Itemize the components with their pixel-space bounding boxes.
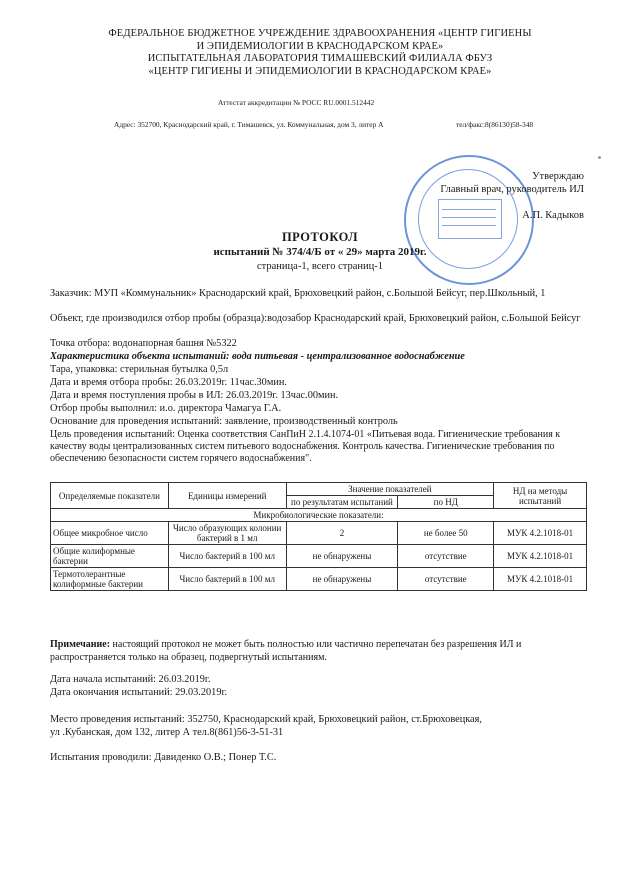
header-norm: по НД xyxy=(398,496,494,509)
note-text: настоящий протокол не может быть полностью или частично перепечатан без разрешения ИЛ и распространяется только на образец, подвергнутый испытаниям. xyxy=(50,639,522,663)
test-place-line-1: Место проведения испытаний: 352750, Краснодарский край, Брюховецкий район, ст.Брюховецкая, xyxy=(50,714,482,725)
row-result: не обнаружены xyxy=(286,545,398,568)
approval-position: Главный врач, руководитель ИЛ xyxy=(440,184,584,195)
approval-title: Утверждаю xyxy=(532,171,584,182)
sampling-point: Точка отбора: водонапорная башня №5322 xyxy=(50,338,237,349)
customer: Заказчик: МУП «Коммунальник» Краснодарский край, Брюховецкий район, с.Большой Бейсуг, пер.Школьный, 1 xyxy=(50,288,546,299)
scan-dot xyxy=(598,156,601,159)
accreditation: Аттестат аккредитации № РОСС RU.0001.512442 xyxy=(218,98,375,107)
start-date: Дата начала испытаний: 26.03.2019г. xyxy=(50,674,211,685)
org-line-4: «ЦЕНТР ГИГИЕНЫ И ЭПИДЕМИОЛОГИИ В КРАСНОДАРСКОМ КРАЕ» xyxy=(148,65,492,77)
row-method: МУК 4.2.1018-01 xyxy=(494,545,587,568)
row-method: МУК 4.2.1018-01 xyxy=(494,568,587,591)
table-row xyxy=(51,522,587,545)
sampling-datetime: Дата и время отбора пробы: 26.03.2019г. 11час.30мин. xyxy=(50,377,287,388)
org-header xyxy=(40,28,600,78)
org-line-1: ФЕДЕРАЛЬНОЕ БЮДЖЕТНОЕ УЧРЕЖДЕНИЕ ЗДРАВООХРАНЕНИЯ «ЦЕНТР ГИГИЕНЫ xyxy=(108,28,532,39)
test-place-line-2: ул .Кубанская, дом 132, литер А тел.8(861)56-3-51-31 xyxy=(50,727,284,738)
header-values: Значение показателей xyxy=(286,483,494,496)
row-norm: отсутствие xyxy=(398,545,494,568)
table-row xyxy=(51,545,587,568)
header-unit: Единицы измерений xyxy=(168,483,286,509)
protocol-title: ПРОТОКОЛ xyxy=(281,230,359,244)
note xyxy=(50,638,586,664)
note-label: Примечание: xyxy=(50,639,111,650)
row-parameter: Общие колиформные бактерии xyxy=(51,545,169,568)
section-title: Микробиологические показатели: xyxy=(51,509,587,522)
receipt-datetime: Дата и время поступления пробы в ИЛ: 26.03.2019г. 13час.00мин. xyxy=(50,390,339,401)
table-header-row xyxy=(51,483,587,496)
row-norm: отсутствие xyxy=(398,568,494,591)
row-result: не обнаружены xyxy=(286,568,398,591)
test-purpose: Цель проведения испытаний: Оценка соответствия СанПиН 2.1.4.1074-01 «Питьевая вода. Гигиенические требования к качеству воды централизованных систем питьевого водоснабжения. Контроль качества. Гигиенические требования по обеспечению безопасности систем горячего водоснабжения". xyxy=(50,429,561,464)
row-norm: не более 50 xyxy=(398,522,494,545)
container: Тара, упаковка: стерильная бутылка 0,5л xyxy=(50,364,229,375)
results-table xyxy=(50,482,587,591)
row-unit: Число бактерий в 100 мл xyxy=(168,568,286,591)
row-result: 2 xyxy=(286,522,398,545)
approval-name: А.П. Кадыков xyxy=(522,210,584,221)
sampling-place: Объект, где производился отбор пробы (образца):водозабор Краснодарский край, Брюховецкий район, с.Большой Бейсуг xyxy=(50,313,581,324)
row-unit: Число бактерий в 100 мл xyxy=(168,545,286,568)
row-parameter: Общее микробное число xyxy=(51,522,169,545)
header-parameter: Определяемые показатели xyxy=(51,483,169,509)
test-basis: Основание для проведения испытаний: заявление, производственный контроль xyxy=(50,416,398,427)
end-date: Дата окончания испытаний: 29.03.2019г. xyxy=(50,687,228,698)
org-line-3: ИСПЫТАТЕЛЬНАЯ ЛАБОРАТОРИЯ ТИМАШЕВСКИЙ ФИЛИАЛА ФБУЗ xyxy=(147,53,493,64)
lab-phone: тел/факс:8(86130)58-348 xyxy=(456,120,534,129)
table-section-row xyxy=(51,509,587,522)
header-result: по результатам испытаний xyxy=(286,496,398,509)
org-line-2: И ЭПИДЕМИОЛОГИИ В КРАСНОДАРСКОМ КРАЕ» xyxy=(196,40,444,52)
row-unit: Число образующих колонии бактерий в 1 мл xyxy=(168,522,286,545)
lab-address: Адрес: 352700, Краснодарский край, г. Тимашевск, ул. Коммунальная, дом 3, литер А xyxy=(114,120,384,129)
protocol-number: испытаний № 374/4/Б от « 29» марта 2019г. xyxy=(213,246,427,258)
row-method: МУК 4.2.1018-01 xyxy=(494,522,587,545)
sampled-by: Отбор пробы выполнил: и.о. директора Чамагуа Г.А. xyxy=(50,403,282,414)
approval-block xyxy=(440,170,584,222)
protocol-pages: страница-1, всего страниц-1 xyxy=(257,261,383,272)
row-parameter: Термотолерантные колиформные бактерии xyxy=(51,568,169,591)
testers: Испытания проводили: Давиденко О.В.; Понер Т.С. xyxy=(50,752,277,763)
header-method: НД на методы испытаний xyxy=(494,483,587,509)
stamp-line xyxy=(442,225,496,226)
table-row xyxy=(51,568,587,591)
object-characteristic: Характеристика объекта испытаний: вода питьевая - централизованное водоснабжение xyxy=(50,351,465,362)
